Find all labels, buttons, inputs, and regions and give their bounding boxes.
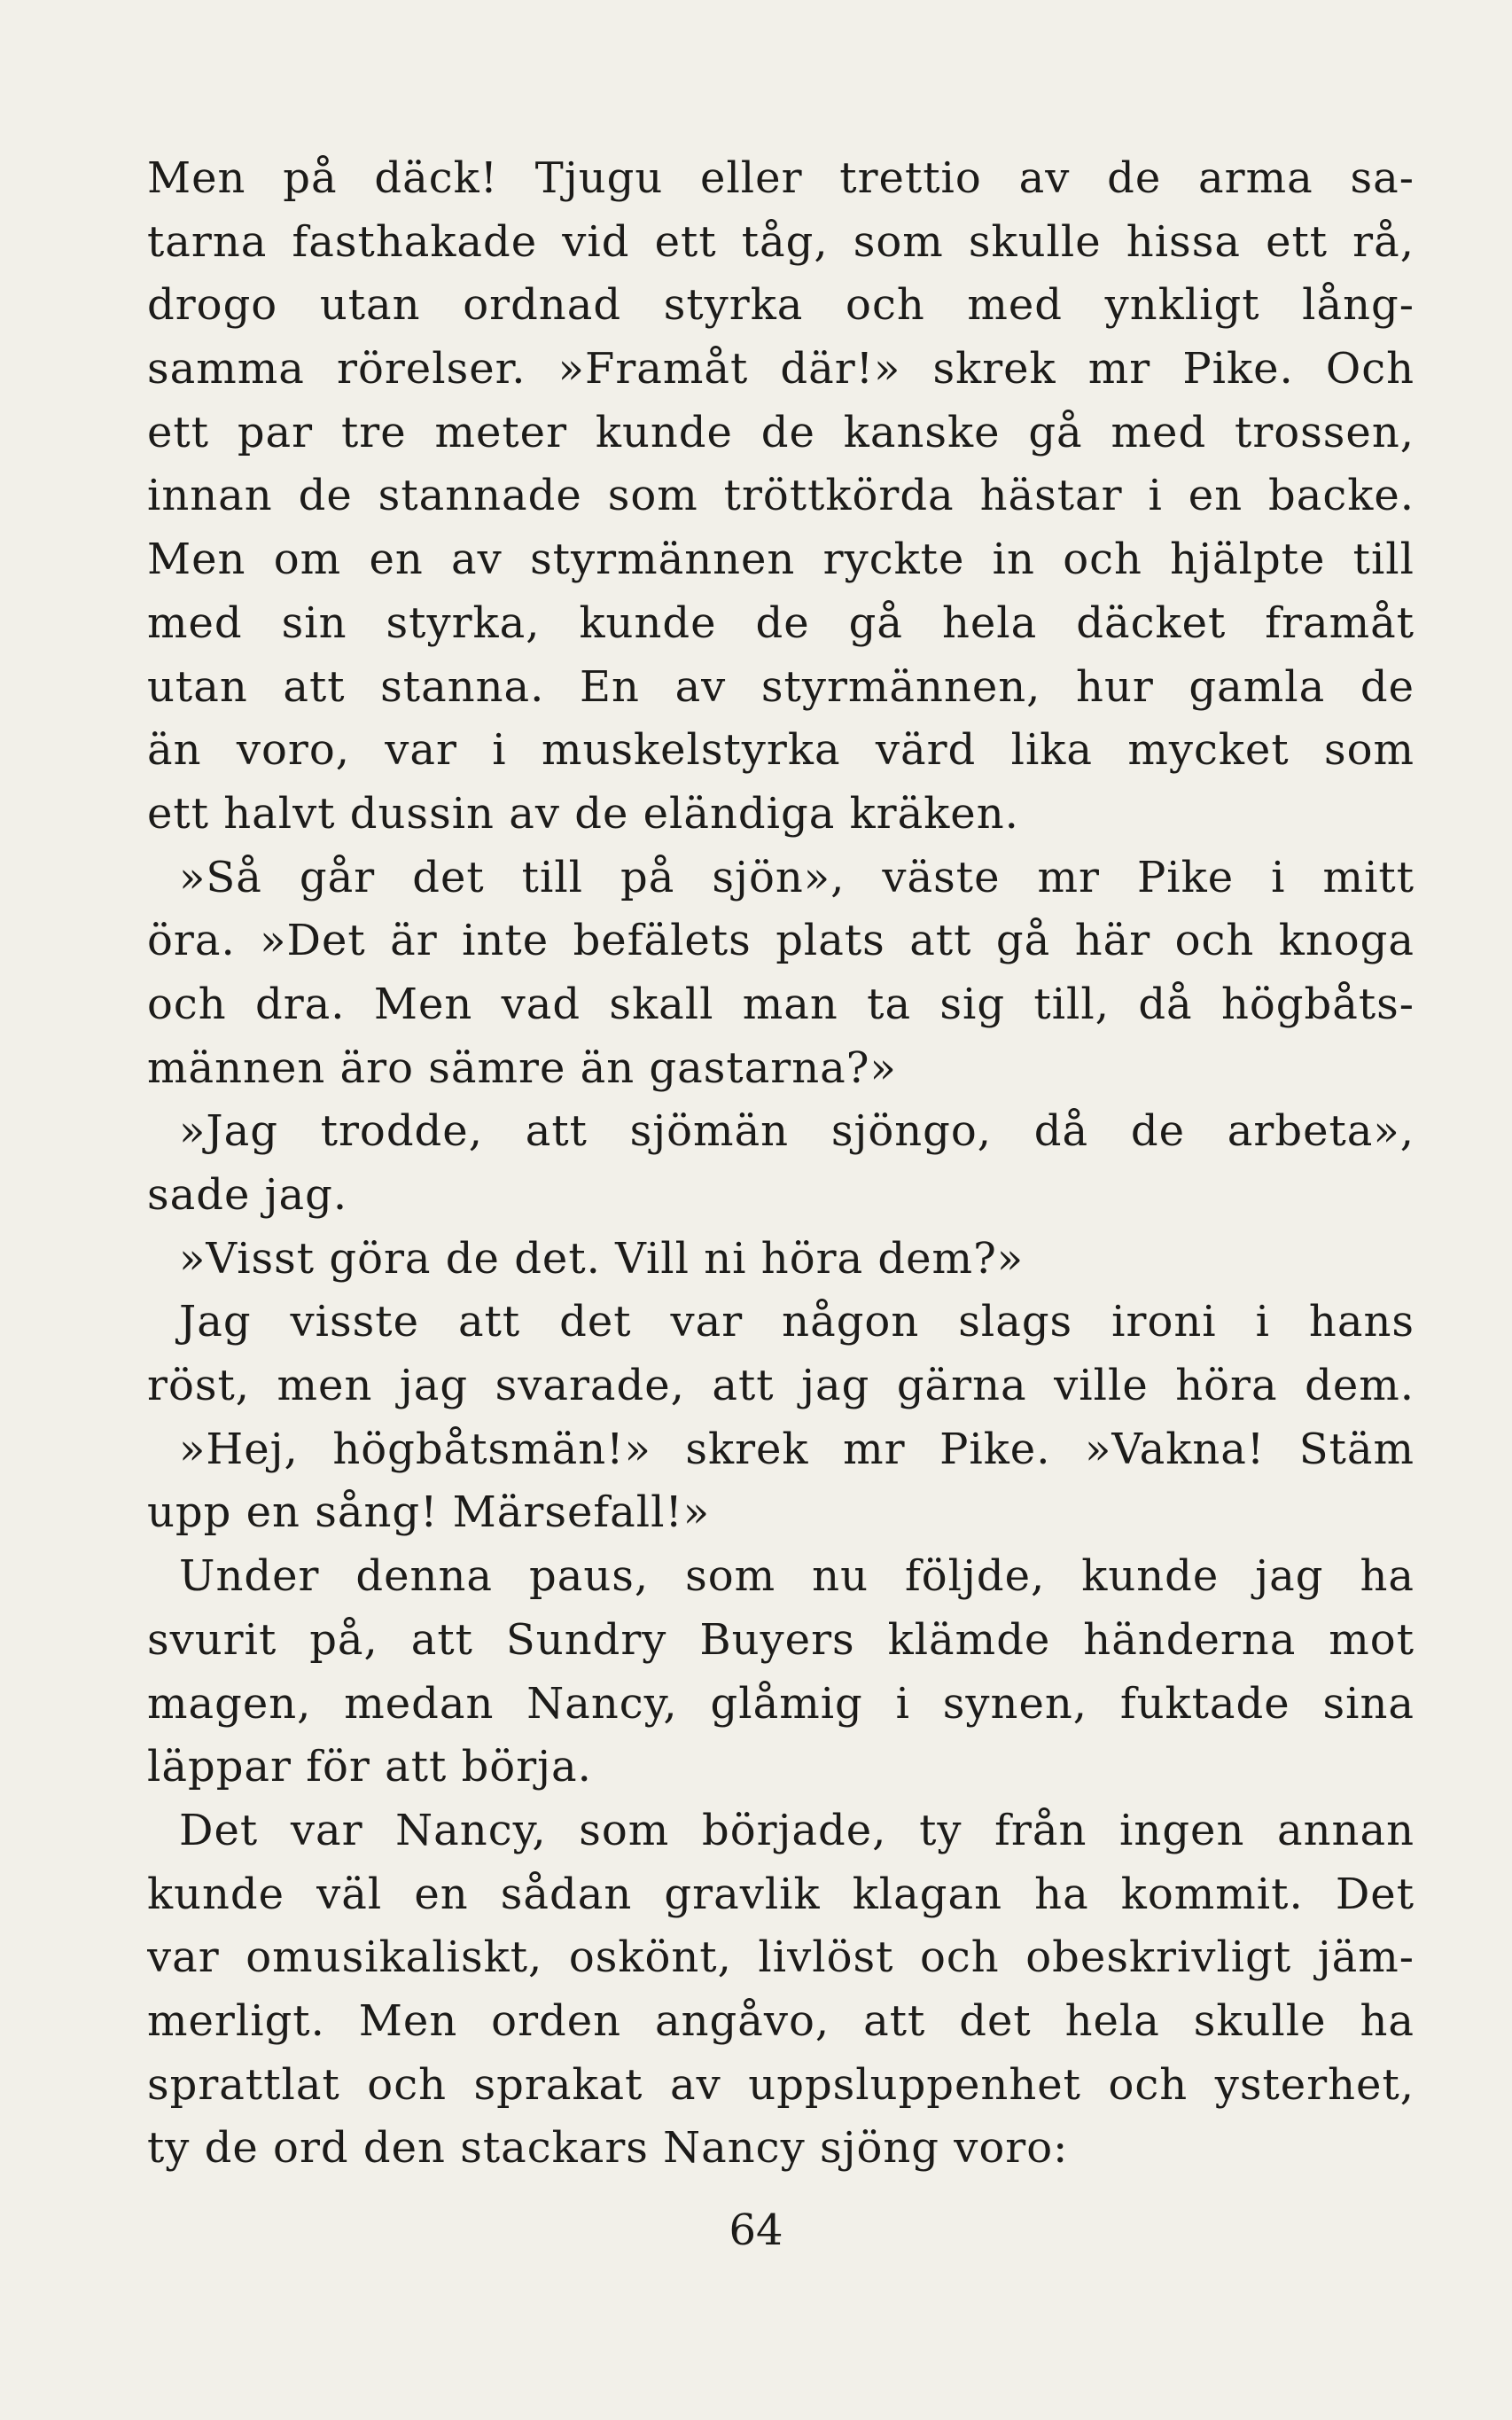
text-line: tarna fasthakade vid ett tåg, som skulle hissa ett rå, — [147, 216, 1415, 267]
text-line: Men på däck! Tjugu eller trettio av de arma sa- — [147, 153, 1415, 203]
text-line: samma rörelser. »Framåt där!» skrek mr Pike. Och — [147, 344, 1415, 394]
text-line: och dra. Men vad skall man ta sig till, då högbåts- — [147, 979, 1415, 1029]
text-line: upp en sång! Märsefall!» — [147, 1487, 711, 1538]
text-line: innan de stannade som tröttkörda hästar i en backe. — [147, 471, 1415, 521]
text-line: röst, men jag svarade, att jag gärna ville höra dem. — [147, 1361, 1415, 1411]
text-line: magen, medan Nancy, glåmig i synen, fuktade sina — [147, 1678, 1415, 1729]
text-line: med sin styrka, kunde de gå hela däcket framåt — [147, 597, 1415, 648]
text-line: ty de ord den stackars Nancy sjöng voro: — [147, 2123, 1069, 2174]
text-line: utan att stanna. En av styrmännen, hur gamla de — [147, 661, 1415, 712]
text-line: sade jag. — [147, 1170, 348, 1220]
text-line: läppar för att börja. — [147, 1742, 592, 1792]
text-line: Under denna paus, som nu följde, kunde jag ha — [179, 1551, 1415, 1602]
text-line: »Så går det till på sjön», väste mr Pike i mitt — [179, 852, 1415, 902]
text-line: svurit på, att Sundry Buyers klämde händerna mot — [147, 1614, 1415, 1665]
text-line: ett halvt dussin av de eländiga kräken. — [147, 788, 1019, 839]
text-line: männen äro sämre än gastarna?» — [147, 1042, 897, 1093]
text-line: Men om en av styrmännen ryckte in och hjälpte till — [147, 535, 1415, 585]
page-number: 64 — [729, 2205, 783, 2255]
text-line: merligt. Men orden angåvo, att det hela skulle ha — [147, 1995, 1415, 2046]
text-line: öra. »Det är inte befälets plats att gå här och knoga — [147, 916, 1415, 966]
text-line: Jag visste att det var någon slags ironi i hans — [179, 1297, 1415, 1347]
text-line: kunde väl en sådan gravlik klagan ha kommit. Det — [147, 1869, 1415, 1919]
text-line: »Jag trodde, att sjömän sjöngo, då de arbeta», — [179, 1106, 1415, 1157]
text-line: än voro, var i muskelstyrka värd lika mycket som — [147, 725, 1415, 776]
text-line: Det var Nancy, som började, ty från ingen annan — [179, 1805, 1415, 1855]
text-line: ett par tre meter kunde de kanske gå med trossen, — [147, 407, 1415, 457]
text-line: »Hej, högbåtsmän!» skrek mr Pike. »Vakna! Stäm — [179, 1424, 1415, 1474]
text-line: »Visst göra de det. Vill ni höra dem?» — [179, 1233, 1025, 1284]
text-line: var omusikaliskt, oskönt, livlöst och obeskrivligt jäm- — [147, 1932, 1415, 1983]
text-line: sprattlat och sprakat av uppsluppenhet och ysterhet, — [147, 2059, 1415, 2110]
text-line: drogo utan ordnad styrka och med ynkligt lång- — [147, 280, 1415, 331]
body-text — [147, 147, 1415, 2181]
